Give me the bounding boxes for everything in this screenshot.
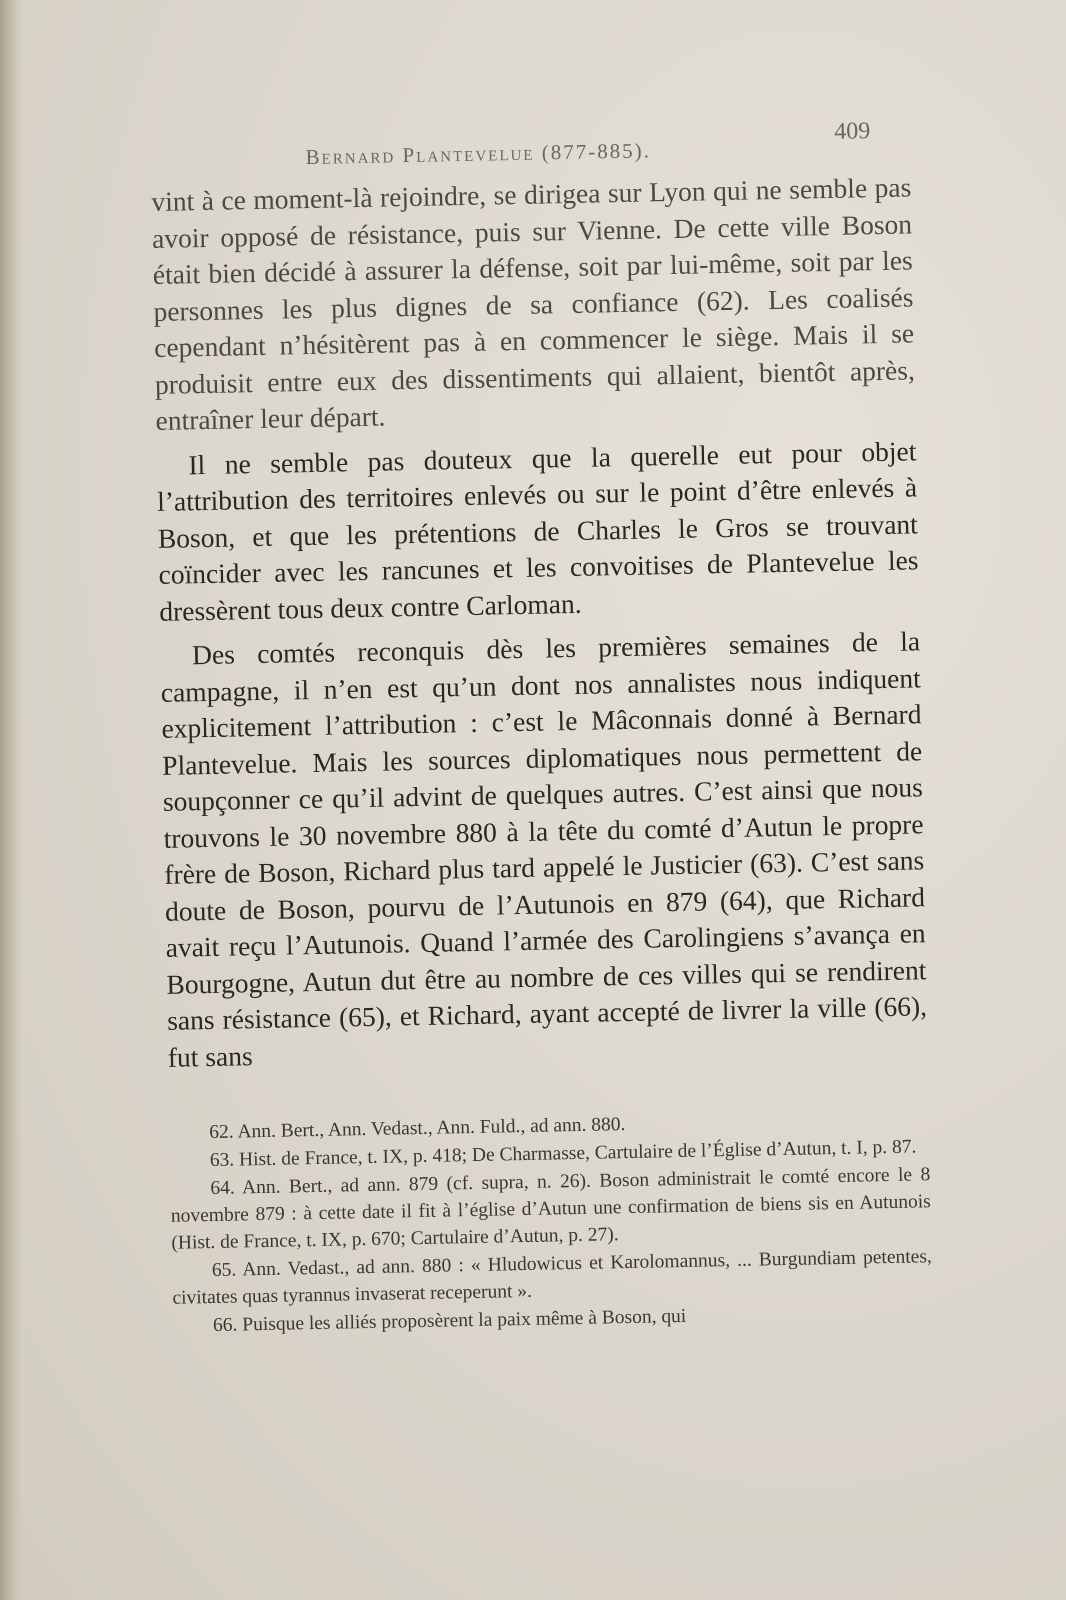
running-title: Bernard Plantevelue (877-885). <box>305 138 652 170</box>
paragraph: Il ne semble pas douteux que la querelle eut pour objet l’attribution des territoires enlevés ou sur le point d’être enlevés à Boson, et que les prétentions de Charles le Gros se trouvant coïncider avec les rancunes et les convoitises de Plantevelue les dressèrent tous deux contre Carloman. <box>156 434 919 627</box>
footnote-62: 62. Ann. Bert., Ann. Vedast., Ann. Fuld., ad ann. 880. <box>209 1114 626 1144</box>
footnote-64: 64. Ann. Bert., ad ann. 879 (cf. supra, n. 26). Boson administrait le comté encore le 8 novembre 879 : à cette date il fit à l’église d’Autun une confirmation de biens sis en Autunois (Hist. de France, t. IX, p. 670; Cartulaire d’Autun, p. 27). <box>170 1164 931 1254</box>
paragraph: vint à ce moment-là rejoindre, se dirigea sur Lyon qui ne semble pas avoir opposé de résistance, puis sur Vienne. De cette ville Boson était bien décidé à assurer la défense, soit par lui-même, soit par les personnes les plus dignes de sa confiance (62). Les coalisés cependant n’hésitèrent pas à en commencer le siège. Mais il se produisit entre eux des dissentiments qui allaient, bientôt après, entraîner leur départ. <box>151 171 916 436</box>
page-number: 409 <box>833 118 871 145</box>
footnote-65: 65. Ann. Vedast., ad ann. 880 : « Hludowicus et Karolomannus, ... Burgundiam petentes, civitates quas tyrannus invaserat receperunt ». <box>172 1246 933 1309</box>
footnote-66: 66. Puisque les alliés proposèrent la paix même à Boson, qui <box>212 1305 687 1337</box>
body-text <box>151 169 928 1075</box>
book-page <box>150 113 933 1339</box>
footnotes <box>169 1105 933 1340</box>
paragraph: Des comtés reconquis dès les premières semaines de la campagne, il n’en est qu’un dont nos annalistes nous indiquent explicitement l’attribution : c’est le Mâconnais donné à Bernard Plantevelue. Mais les sources diplomatiques nous permettent de soupçonner ce qu’il advint de quelques autres. C’est ainsi que nous trouvons le 30 novembre 880 à la tête du comté d’Autun le propre frère de Boson, Richard plus tard appelé le Justicier (63). C’est sans doute de Boson, pourvu de l’Autunois en 879 (64), que Richard avait reçu l’Autunois. Quand l’armée des Carolingiens s’avança en Bourgogne, Autun dut être au nombre de ces villes qui se rendirent sans résistance (65), et Richard, ayant accepté de livrer la ville (66), fut sans <box>160 625 928 1073</box>
footnote-63: 63. Hist. de France, t. IX, p. 418; De Charmasse, Cartulaire de l’Église d’Autun, t. I, p. 87. <box>209 1136 917 1172</box>
book-gutter-shadow <box>0 0 22 1600</box>
